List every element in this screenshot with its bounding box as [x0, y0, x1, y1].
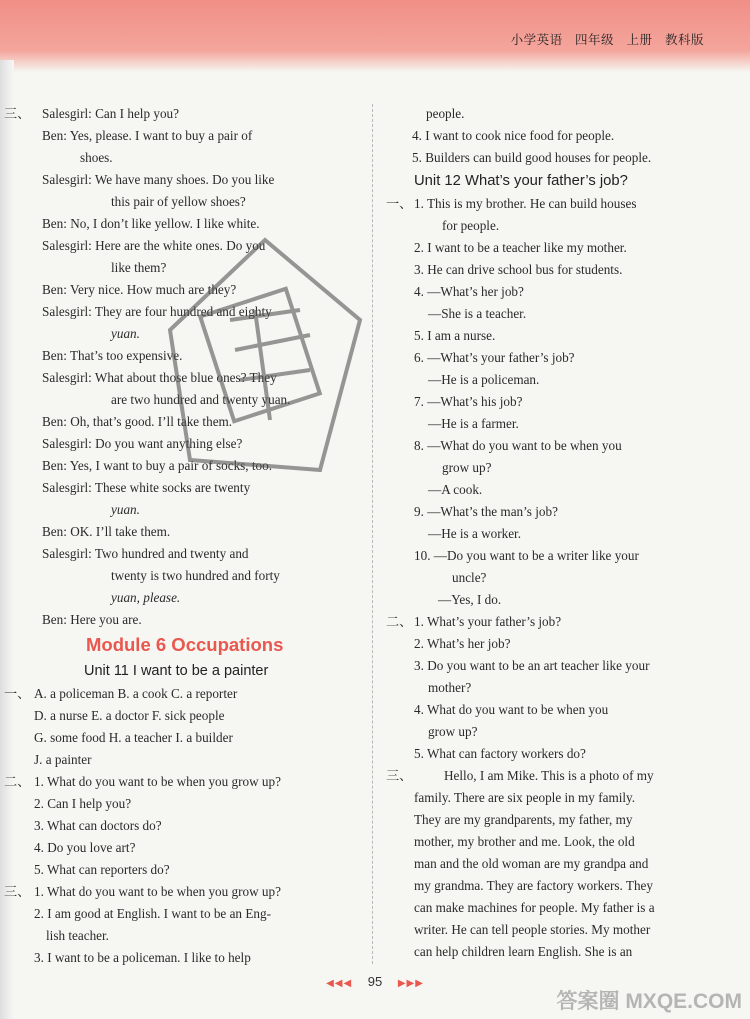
answer-line: G. some food H. a teacher I. a builder	[34, 730, 233, 745]
dialogue-continuation: shoes.	[80, 150, 113, 165]
answer-line: 4. What do you want to be when you	[414, 702, 609, 717]
speaker: Salesgirl:	[42, 480, 92, 495]
answer-line: uncle?	[452, 570, 487, 585]
dialogue-text: Here are the white ones. Do you	[95, 238, 266, 253]
page-number: 95	[367, 974, 383, 989]
speaker: Salesgirl:	[42, 370, 92, 385]
answer-line: J. a painter	[34, 752, 92, 767]
right-column	[386, 103, 708, 963]
answer-line: for people.	[442, 218, 500, 233]
answer-line: 5. I am a nurse.	[414, 328, 496, 343]
dialogue-line	[4, 103, 364, 125]
section-mark: 三、	[386, 768, 413, 783]
section-mark: 二、	[4, 774, 31, 789]
passage-line: They are my grandparents, my father, my	[414, 812, 633, 827]
dialogue-continuation: are two hundred and twenty yuan.	[111, 392, 291, 407]
answer-line: 9. —What’s the man’s job?	[414, 504, 558, 519]
dialogue-line	[42, 521, 364, 543]
dialogue-text: Oh, that’s good. I’ll take them.	[70, 414, 233, 429]
page-spine-shadow	[0, 60, 14, 1019]
dialogue-text: These white socks are twenty	[94, 480, 251, 495]
dialogue-continuation: yuan.	[111, 502, 140, 517]
answer-line: —Yes, I do.	[438, 592, 502, 607]
dialogue-text: Very nice. How much are they?	[69, 282, 237, 297]
speaker: Ben:	[42, 612, 67, 627]
dialogue-continuation: yuan, please.	[111, 590, 181, 605]
prev-page-arrows[interactable]: ◀◀◀	[326, 978, 353, 989]
unit-title: Unit 12 What’s your father’s job?	[414, 173, 628, 189]
section-mark: 一、	[386, 196, 413, 211]
dialogue-text: They are four hundred and eighty	[94, 304, 272, 319]
answer-text: A. a policeman B. a cook C. a reporter	[34, 686, 238, 701]
speaker: Ben:	[42, 128, 67, 143]
answer-line: —He is a worker.	[428, 526, 522, 541]
answer-line: 3. Do you want to be an art teacher like your	[414, 658, 650, 673]
dialogue-text: Do you want anything else?	[95, 436, 243, 451]
dialogue-text: Yes, please. I want to buy a pair of	[69, 128, 253, 143]
answer-line: 3. He can drive school bus for students.	[414, 262, 623, 277]
speaker: Salesgirl:	[42, 172, 92, 187]
dialogue-line	[42, 477, 364, 499]
dialogue-text: Yes, I want to buy a pair of socks, too.	[69, 458, 273, 473]
answer-line: 10. —Do you want to be a writer like your	[414, 548, 639, 563]
answer-line: —A cook.	[428, 482, 483, 497]
speaker: Salesgirl:	[42, 304, 92, 319]
seal-stamp	[160, 230, 370, 480]
answer-line: 7. —What’s his job?	[414, 394, 523, 409]
passage-line: man and the old woman are my grandpa and	[414, 856, 649, 871]
answer-line: —He is a policeman.	[428, 372, 540, 387]
dialogue-continuation: twenty is two hundred and forty	[111, 568, 280, 583]
passage-line: writer. He can tell people stories. My mother	[414, 922, 651, 937]
passage-line: can make machines for people. My father is a	[414, 900, 655, 915]
answer-line: 5. What can factory workers do?	[414, 746, 586, 761]
answer-line	[386, 611, 708, 633]
dialogue-text: Here you are.	[70, 612, 142, 627]
answer-line: 2. What’s her job?	[414, 636, 511, 651]
passage-line: can help children learn English. She is an	[414, 944, 633, 959]
answer-line: 5. What can reporters do?	[34, 862, 170, 877]
dialogue-line	[42, 543, 364, 565]
answer-line: 4. I want to cook nice food for people.	[412, 128, 615, 143]
next-page-arrows[interactable]: ▶▶▶	[397, 978, 424, 989]
section-mark: 一、	[4, 686, 31, 701]
module-title: Module 6 Occupations	[86, 634, 284, 655]
passage-line: mother, my brother and me. Look, the old	[414, 834, 635, 849]
unit-title: Unit 11 I want to be a painter	[84, 663, 269, 679]
dialogue-line	[42, 609, 364, 631]
site-watermark: 答案圈 MXQE.COM	[556, 990, 742, 1013]
answer-line: 4. Do you love art?	[34, 840, 136, 855]
answer-line: 6. —What’s your father’s job?	[414, 350, 575, 365]
answer-line	[386, 193, 708, 215]
passage-line	[386, 765, 708, 787]
speaker: Ben:	[42, 524, 67, 539]
passage-text: Hello, I am Mike. This is a photo of my	[444, 768, 654, 783]
answer-text: 1. What do you want to be when you grow up?	[34, 884, 281, 899]
answer-line: lish teacher.	[46, 928, 109, 943]
answer-line: 5. Builders can build good houses for people.	[412, 150, 652, 165]
dialogue-continuation: like them?	[111, 260, 167, 275]
column-divider	[372, 104, 373, 964]
dialogue-line	[42, 169, 364, 191]
answer-line: grow up?	[442, 460, 492, 475]
dialogue-text: What about those blue ones? They	[94, 370, 277, 385]
speaker: Ben:	[42, 282, 67, 297]
speaker: Ben:	[42, 414, 67, 429]
answer-line: 2. Can I help you?	[34, 796, 132, 811]
speaker: Salesgirl:	[42, 106, 92, 121]
answer-line: 2. I am good at English. I want to be an Eng-	[34, 906, 271, 921]
book-series-label: 小学英语 四年级 上册 教科版	[510, 32, 704, 47]
answer-line: 3. What can doctors do?	[34, 818, 162, 833]
answer-line	[4, 771, 364, 793]
passage-line: family. There are six people in my family.	[414, 790, 636, 805]
answer-line: 4. —What’s her job?	[414, 284, 524, 299]
answer-line	[4, 683, 364, 705]
answer-line: 2. I want to be a teacher like my mother.	[414, 240, 627, 255]
section-mark: 三、	[4, 106, 31, 121]
dialogue-continuation: yuan.	[111, 326, 140, 341]
speaker: Ben:	[42, 348, 67, 363]
dialogue-continuation: this pair of yellow shoes?	[111, 194, 246, 209]
answer-line: people.	[426, 106, 465, 121]
answer-line: D. a nurse E. a doctor F. sick people	[34, 708, 225, 723]
answer-text: 1. What’s your father’s job?	[414, 614, 562, 629]
answer-line: mother?	[428, 680, 472, 695]
dialogue-line	[42, 125, 364, 147]
answer-line: 8. —What do you want to be when you	[414, 438, 622, 453]
speaker: Salesgirl:	[42, 546, 92, 561]
answer-line: grow up?	[428, 724, 478, 739]
passage-line: my grandma. They are factory workers. They	[414, 878, 653, 893]
dialogue-text: We have many shoes. Do you like	[94, 172, 275, 187]
answer-text: 1. This is my brother. He can build houses	[414, 196, 637, 211]
answer-line: 3. I want to be a policeman. I like to help	[34, 950, 251, 965]
answer-line: —He is a farmer.	[428, 416, 519, 431]
dialogue-text: Can I help you?	[95, 106, 179, 121]
answer-line	[4, 881, 364, 903]
dialogue-text: No, I don’t like yellow. I like white.	[70, 216, 260, 231]
dialogue-text: Two hundred and twenty and	[94, 546, 249, 561]
speaker: Salesgirl:	[42, 436, 92, 451]
speaker: Ben:	[42, 216, 67, 231]
dialogue-text: OK. I’ll take them.	[70, 524, 171, 539]
answer-line: —She is a teacher.	[428, 306, 527, 321]
section-mark: 三、	[4, 884, 31, 899]
dialogue-text: That’s too expensive.	[69, 348, 183, 363]
speaker: Salesgirl:	[42, 238, 92, 253]
section-mark: 二、	[386, 614, 413, 629]
answer-text: 1. What do you want to be when you grow up?	[34, 774, 281, 789]
speaker: Ben:	[42, 458, 67, 473]
